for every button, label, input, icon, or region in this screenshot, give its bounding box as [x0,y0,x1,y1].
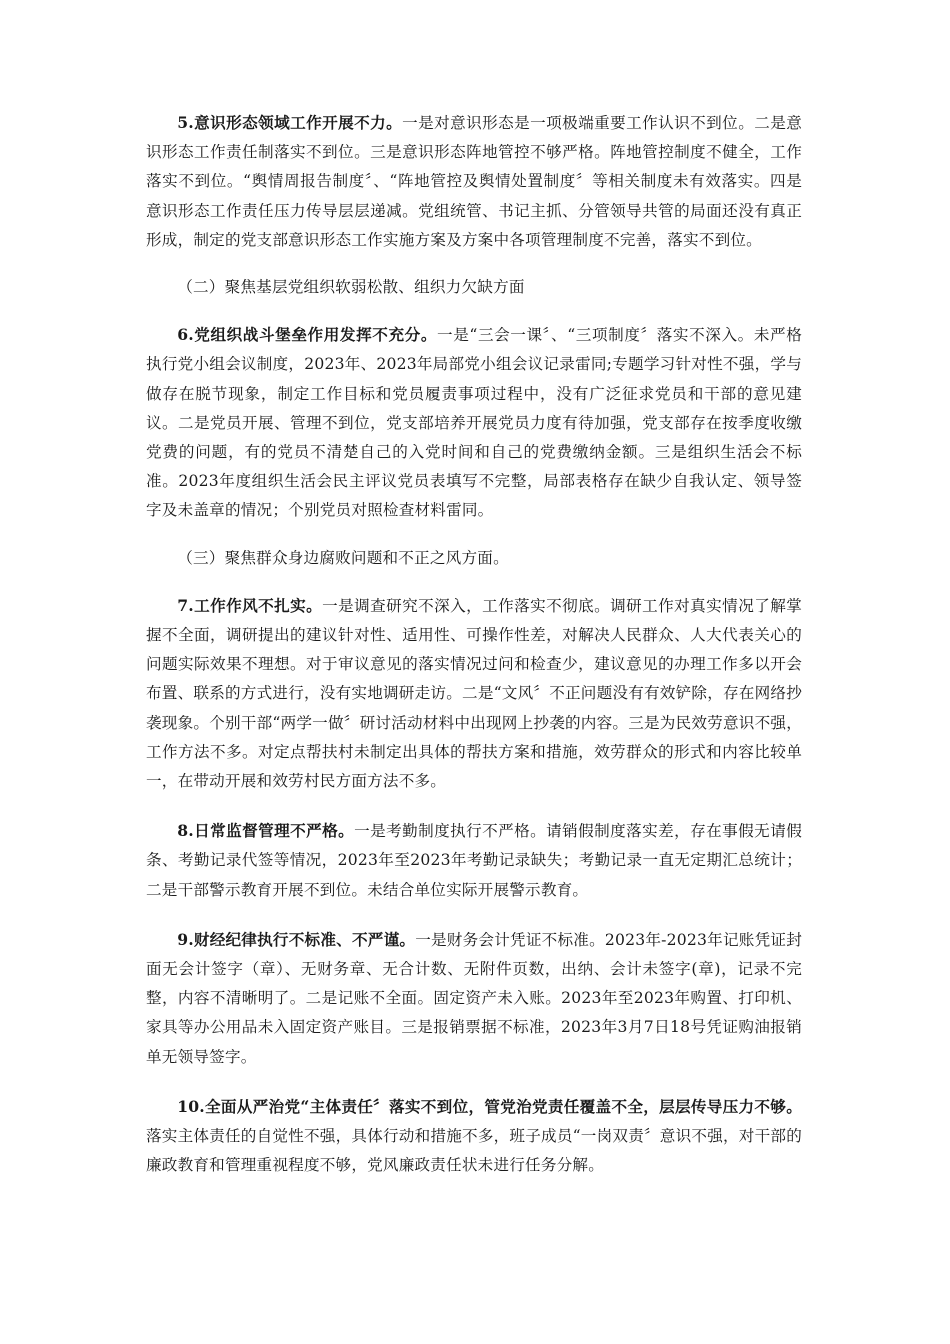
paragraph-7-title: 7.工作作风不扎实。 [177,595,323,615]
paragraph-6-body: 一是“三会一课〞、“三项制度〞落实不深入。未严格执行党小组会议制度，2023年、2023年局部党小组会议记录雷同;专题学习针对性不强，学与做存在脱节现象，制定工作目标和党员履责事项过程中，没有广泛征求党员和干部的意见建议。二是党员开展、管理不到位，党支部培养开展党员力度有待加强，党支部存在按季度收缴党费的问题，有的党员不清楚自己的入党时间和自己的党费缴纳金额。三是组织生活会不标准。2023年度组织生活会民主评议党员表填写不完整，局部表格存在缺少自我认定、领导签字及未盖章的情况；个别党员对照检查材料雷同。 [146,326,802,520]
paragraph-8-title: 8.日常监督管理不严格。 [177,821,355,841]
paragraph-9-title: 9.财经纪律执行不标准、不严谨。 [177,929,416,949]
section-heading-3: （三）聚焦群众身边腐败问题和不正之风方面。 [177,548,509,567]
paragraph-10 [146,1092,802,1181]
paragraph-10-title: 10.全面从严治党“主体责任〞落实不到位，管党治党责任覆盖不全，层层传导压力不够。 [177,1096,802,1116]
paragraph-7 [146,591,802,796]
paragraph-9 [146,925,802,1072]
section-heading-2: （二）聚焦基层党组织软弱松散、组织力欠缺方面 [177,278,525,297]
paragraph-9-body: 一是财务会计凭证不标准。2023年-2023年记账凭证封面无会计签字（章）、无财务章、无合计数、无附件页数，出纳、会计未签字(章)，记录不完整，内容不清晰明了。二是记账不全面。固定资产未入账。2023年至2023年购置、打印机、家具等办公用品未入固定资产账目。三是报销票据不标准，2023年3月7日18号凭证购油报销单无领导签字。 [146,930,802,1066]
paragraph-6-title: 6.党组织战斗堡垒作用发挥不充分。 [177,325,438,345]
document-page [146,108,802,1181]
paragraph-7-body: 一是调查研究不深入，工作落实不彻底。调研工作对真实情况了解掌握不全面，调研提出的建议针对性、适用性、可操作性差，对解决人民群众、人大代表关心的问题实际效果不理想。对于审议意见的落实情况过问和检查少，建议意见的办理工作多以开会布置、联系的方式进行，没有实地调研走访。二是“文风〞不正问题没有有效铲除，存在网络抄袭现象。个别干部“两学一做〞研讨活动材料中出现网上抄袭的内容。三是为民效劳意识不强，工作方法不多。对定点帮扶村未制定出具体的帮扶方案和措施，效劳群众的形式和内容比较单一，在带动开展和效劳村民方面方法不多。 [146,596,802,791]
paragraph-5 [146,108,802,255]
paragraph-8 [146,816,802,905]
paragraph-8-body: 一是考勤制度执行不严格。请销假制度落实差，存在事假无请假条、考勤记录代签等情况，2023年至2023年考勤记录缺失；考勤记录一直无定期汇总统计；二是干部警示教育开展不到位。未结合单位实际开展警示教育。 [146,822,802,899]
paragraph-5-body: 一是对意识形态是一项极端重要工作认识不到位。二是意识形态工作责任制落实不到位。三是意识形态阵地管控不够严格。阵地管控制度不健全，工作落实不到位。“舆情周报告制度〞、“阵地管控及舆情处置制度〞等相关制度未有效落实。四是意识形态工作责任压力传导层层递减。党组统管、书记主抓、分管领导共管的局面还没有真正形成，制定的党支部意识形态工作实施方案及方案中各项管理制度不完善，落实不到位。 [146,114,802,249]
paragraph-5-title: 5.意识形态领域工作开展不力。 [177,113,403,132]
paragraph-10-body: 落实主体责任的自觉性不强，具体行动和措施不多，班子成员“一岗双责〞意识不强，对干部的廉政教育和管理重视程度不够，党风廉政责任状未进行任务分解。 [146,1127,802,1175]
paragraph-6 [146,320,802,525]
